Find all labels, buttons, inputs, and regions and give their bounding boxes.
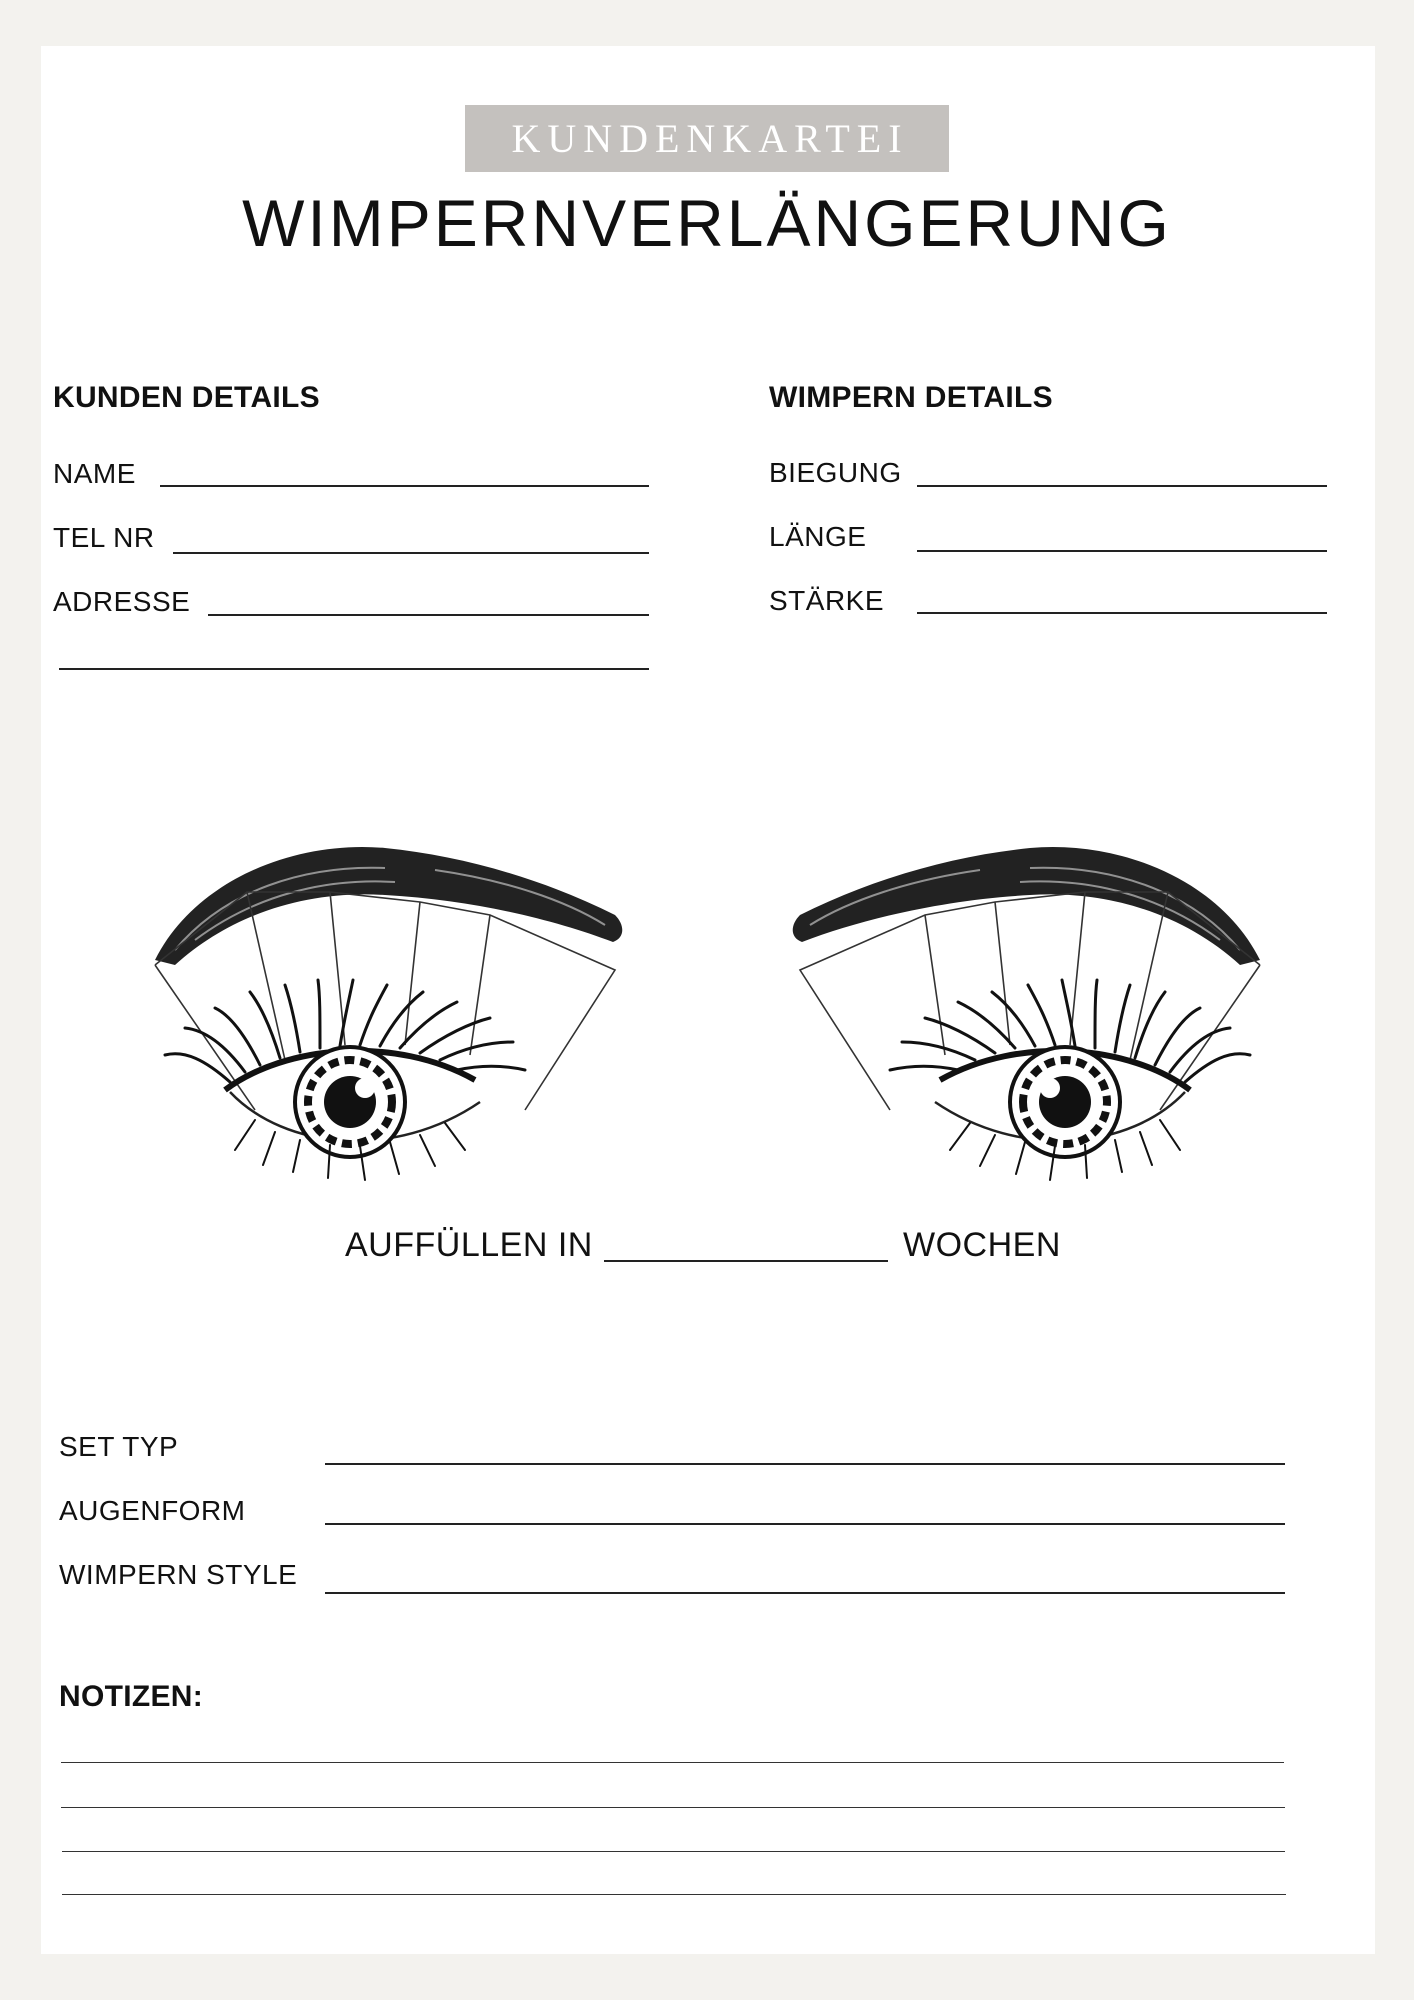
laenge-label: LÄNGE	[769, 521, 867, 552]
kunden-details-heading: KUNDEN DETAILS	[53, 381, 320, 414]
tel-label: TEL NR	[53, 522, 155, 553]
name-label: NAME	[53, 458, 136, 489]
kicker-banner: KUNDENKARTEI	[465, 105, 949, 172]
wimpern-details-heading: WIMPERN DETAILS	[769, 381, 1053, 414]
adresse-field[interactable]	[208, 614, 649, 616]
eyes-with-lash-mapping-icon	[0, 820, 1414, 1220]
refill-weeks-field[interactable]	[604, 1260, 888, 1262]
refill-suffix: WOCHEN	[903, 1226, 1061, 1264]
name-field[interactable]	[160, 485, 649, 487]
set-typ-field[interactable]	[325, 1463, 1285, 1465]
notizen-heading: NOTIZEN:	[59, 1680, 204, 1713]
wimpern-style-label: WIMPERN STYLE	[59, 1559, 298, 1590]
adresse-field-line-2[interactable]	[59, 668, 649, 670]
page-title: WIMPERNVERLÄNGERUNG	[242, 186, 1172, 260]
staerke-field[interactable]	[917, 612, 1327, 614]
notes-line[interactable]	[62, 1894, 1286, 1895]
set-typ-label: SET TYP	[59, 1431, 179, 1462]
refill-prefix: AUFFÜLLEN IN	[345, 1226, 593, 1264]
staerke-label: STÄRKE	[769, 585, 885, 616]
notes-line[interactable]	[61, 1762, 1284, 1763]
laenge-field[interactable]	[917, 550, 1327, 552]
notes-line[interactable]	[62, 1851, 1285, 1852]
biegung-field[interactable]	[917, 485, 1327, 487]
adresse-label: ADRESSE	[53, 586, 191, 617]
tel-field[interactable]	[173, 552, 649, 554]
augenform-field[interactable]	[325, 1523, 1285, 1525]
biegung-label: BIEGUNG	[769, 457, 902, 488]
notes-line[interactable]	[61, 1807, 1285, 1808]
augenform-label: AUGENFORM	[59, 1495, 246, 1526]
wimpern-style-field[interactable]	[325, 1592, 1285, 1594]
